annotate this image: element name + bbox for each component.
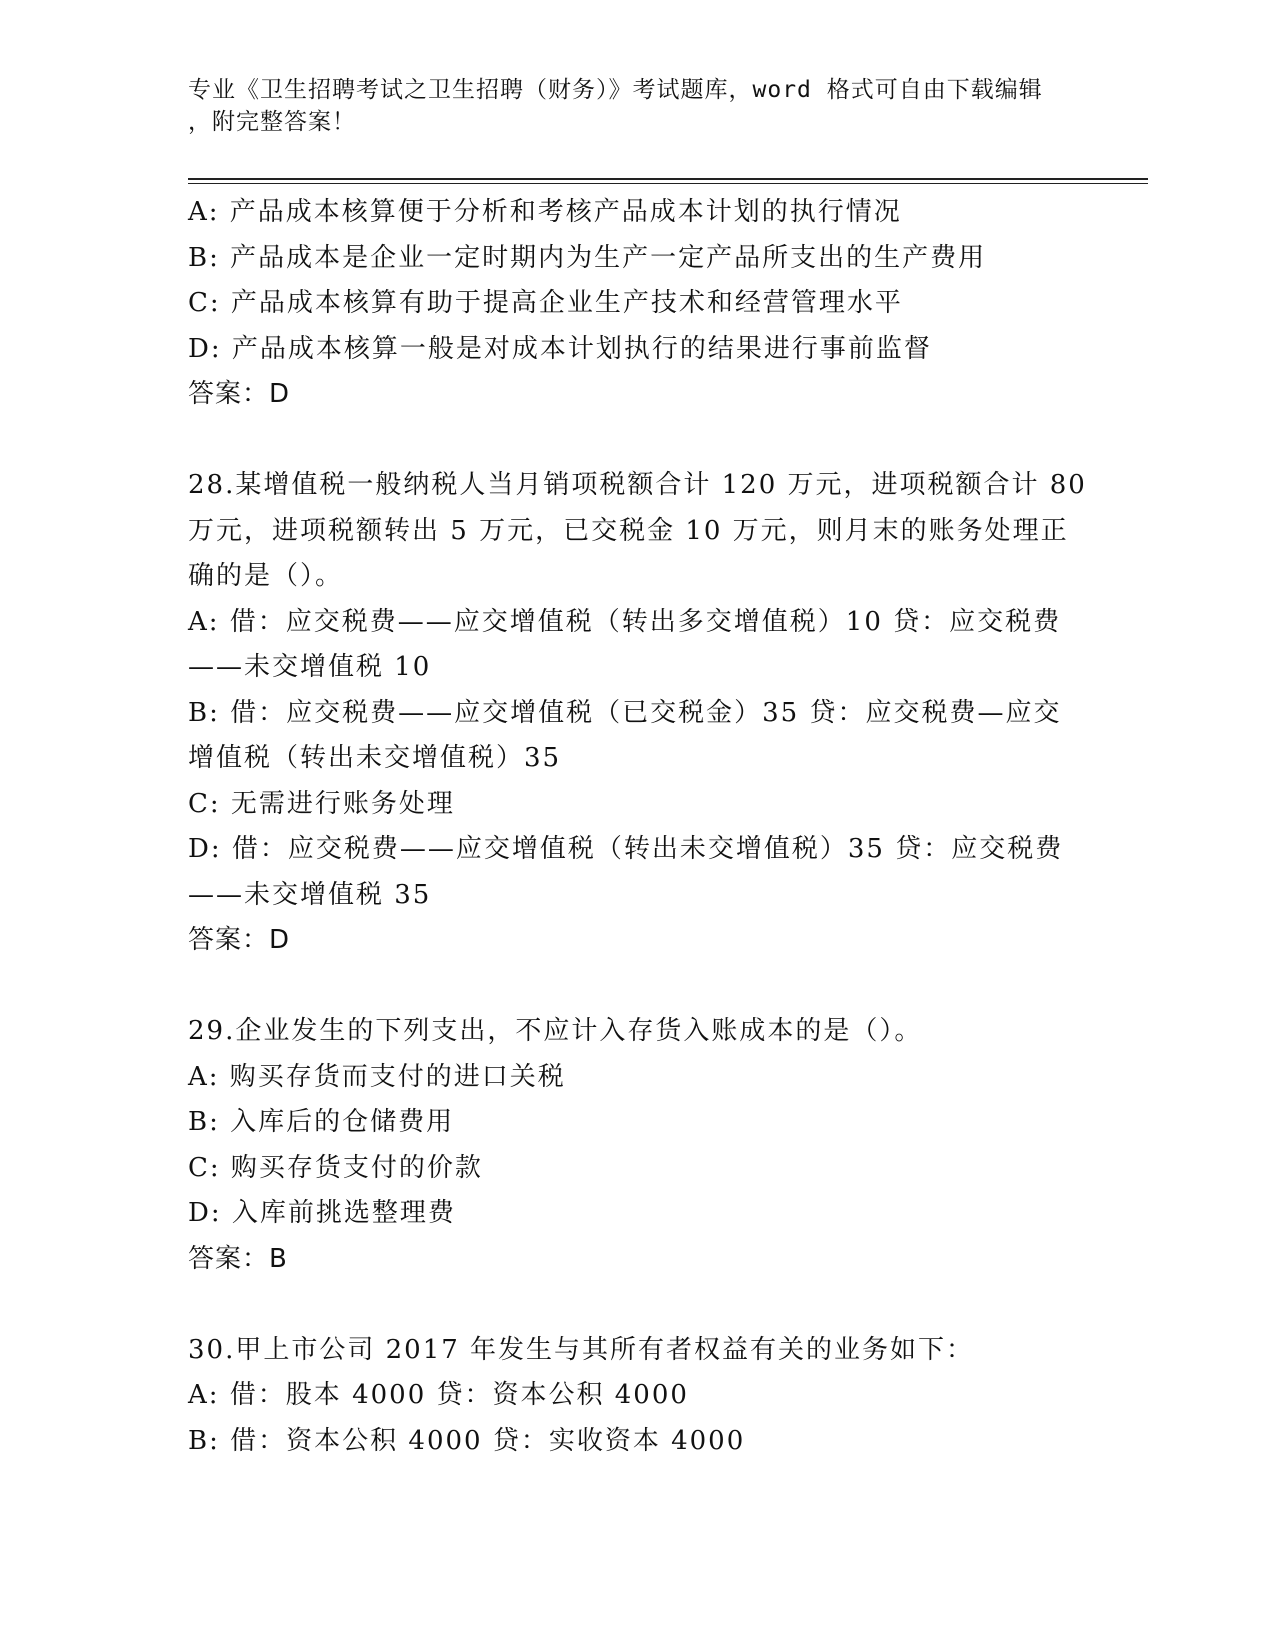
question-29 [188, 1009, 1088, 1282]
option-a-continued: ——未交增值税 10 [188, 652, 432, 682]
question-27 [188, 190, 1088, 418]
option-a: A: 借：股本 4000 贷：资本公积 4000 [188, 1380, 689, 1410]
question-content [188, 190, 1088, 1464]
option-a: A: 购买存货而支付的进口关税 [188, 1061, 566, 1092]
question-28 [188, 463, 1088, 964]
header-rule-thin [188, 183, 1148, 184]
header-line-2: ，附完整答案！ [188, 109, 356, 135]
option-c: C: 无需进行账务处理 [188, 788, 455, 819]
question-30 [188, 1328, 1088, 1465]
document-header [188, 74, 1068, 138]
option-b: B: 入库后的仓储费用 [188, 1107, 455, 1137]
option-b-continued: 增值税（转出未交增值税）35 [188, 743, 562, 773]
header-rule-thick [188, 178, 1148, 180]
option-b: B: 借：资本公积 4000 贷：实收资本 4000 [188, 1425, 746, 1456]
option-b: B: 产品成本是企业一定时期内为生产一定产品所支出的生产费用 [188, 242, 987, 273]
option-b: B: 借：应交税费——应交增值税（已交税金）35 贷：应交税费—应交 [188, 697, 1062, 728]
option-d: D: 入库前挑选整理费 [188, 1198, 456, 1228]
option-a: A: 产品成本核算便于分析和考核产品成本计划的执行情况 [188, 197, 902, 227]
answer-line: 答案：B [188, 1243, 288, 1274]
question-stem-line: 确的是（）。 [188, 561, 344, 591]
spacer [188, 418, 1088, 464]
question-stem-line: 29.企业发生的下列支出，不应计入存货入账成本的是（）。 [188, 1016, 923, 1046]
option-d: D: 产品成本核算一般是对成本计划执行的结果进行事前监督 [188, 333, 932, 364]
option-d-continued: ——未交增值税 35 [188, 879, 432, 910]
answer-line: 答案：D [188, 379, 291, 409]
question-stem-line: 30.甲上市公司 2017 年发生与其所有者权益有关的业务如下： [188, 1334, 975, 1365]
question-stem-line: 28.某增值税一般纳税人当月销项税额合计 120 万元，进项税额合计 80 [188, 470, 1087, 500]
spacer [188, 964, 1088, 1010]
option-a: A: 借：应交税费——应交增值税（转出多交增值税）10 贷：应交税费 [188, 606, 1062, 637]
option-c: C: 购买存货支付的价款 [188, 1152, 483, 1183]
option-d: D: 借：应交税费——应交增值税（转出未交增值税）35 贷：应交税费 [188, 834, 1064, 864]
question-stem-line: 万元，进项税额转出 5 万元，已交税金 10 万元，则月末的账务处理正 [188, 515, 1069, 546]
spacer [188, 1282, 1088, 1328]
header-line-1: 专业《卫生招聘考试之卫生招聘（财务）》考试题库，word 格式可自由下载编辑 [188, 77, 1043, 103]
option-c: C: 产品成本核算有助于提高企业生产技术和经营管理水平 [188, 288, 903, 318]
answer-line: 答案：D [188, 925, 291, 955]
